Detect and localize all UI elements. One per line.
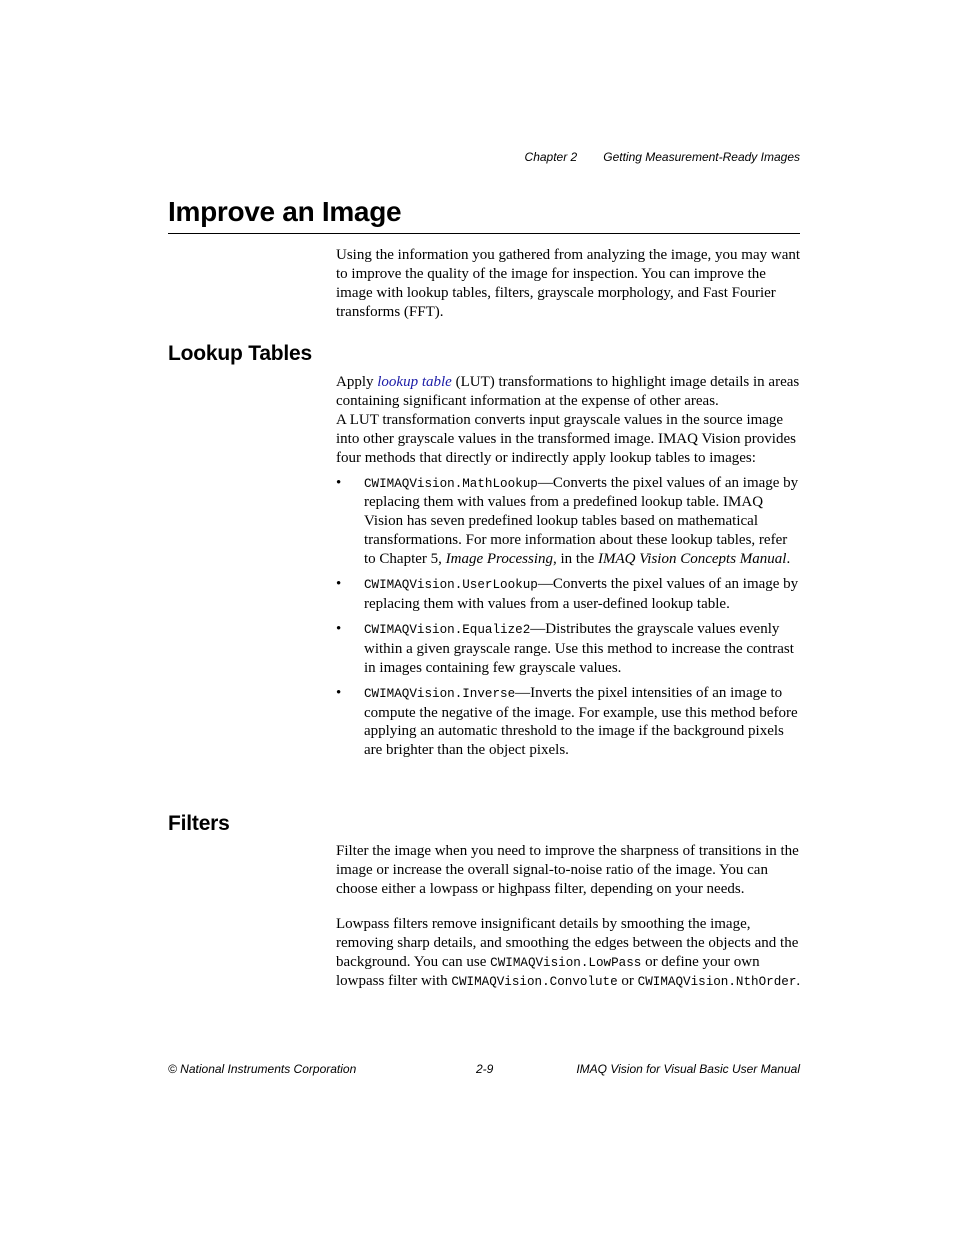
running-header <box>525 150 800 164</box>
filters-paragraph-2 <box>336 915 802 993</box>
code-inverse: CWIMAQVision.Inverse <box>364 686 516 701</box>
list-item <box>336 684 802 761</box>
intro-text: Using the information you gathered from analyzing the image, you may want to improve the quality of the image for inspection. You can improve the image with lookup tables, filters, grayscale morphology, and Fast Fourier transforms (FFT). <box>336 247 801 320</box>
item-text: —Inverts the pixel intensities of an image to compute the negative of the image. For example, use this method before applying an automatic threshold to the image if the background pixels are brighter than the object pixels. <box>364 684 798 759</box>
bullet-icon: • <box>336 620 342 637</box>
lookup-paragraph-2: A LUT transformation converts input grayscale values in the source image into other grayscale values in the transformed image. IMAQ Vision provides four methods that directly or indirectly apply lookup tables to images: <box>336 411 796 466</box>
item-italic: IMAQ Vision Concepts Manual <box>598 551 787 568</box>
bullet-icon: • <box>336 576 342 593</box>
footer-copyright: © National Instruments Corporation <box>168 1062 357 1076</box>
list-item <box>336 620 802 678</box>
lookup-tables-heading: Lookup Tables <box>168 342 313 365</box>
footer-page-number: 2-9 <box>476 1062 494 1076</box>
item-text: . <box>786 551 791 568</box>
filters-text: . <box>796 973 801 990</box>
filters-text: or <box>617 973 638 990</box>
code-lowpass: CWIMAQVision.LowPass <box>490 955 642 970</box>
footer-manual-title: IMAQ Vision for Visual Basic User Manual <box>576 1062 800 1076</box>
list-item <box>336 575 802 614</box>
lookup-paragraph-1 <box>336 373 802 411</box>
item-text: —Converts the pixel values of an image by replacing them with values from a predefined lookup table. IMAQ Vision has seven predefined lookup tables based on mathematical transformations. For more information about these lookup tables, refer to Chapter 5, <box>364 474 799 568</box>
filters-text: or define your own lowpass filter with <box>336 953 760 990</box>
item-text: —Converts the pixel values of an image by replacing them with values from a user-defined lookup table. <box>364 576 799 612</box>
chapter-title: Getting Measurement-Ready Images <box>603 150 800 164</box>
item-text: —Distributes the grayscale values evenly within a given grayscale range. Use this method to increase the contrast in images containing few grayscale values. <box>364 620 794 676</box>
bullet-icon: • <box>336 684 342 701</box>
lookup-methods-list <box>336 474 802 761</box>
item-text: , in the <box>553 551 598 568</box>
code-nthorder: CWIMAQVision.NthOrder <box>637 975 797 990</box>
lookup-table-link[interactable]: lookup table <box>377 374 452 390</box>
code-mathlookup: CWIMAQVision.MathLookup <box>364 476 538 491</box>
filters-paragraph-1: Filter the image when you need to improve the sharpness of transitions in the image or increase the overall signal-to-noise ratio of the image. You can choose either a lowpass or highpass filter, depending on your needs. <box>336 843 799 897</box>
code-convolute: CWIMAQVision.Convolute <box>451 975 618 990</box>
item-italic: Image Processing <box>445 551 553 568</box>
list-item <box>336 474 802 570</box>
bullet-icon: • <box>336 474 342 491</box>
lookup-p1-post: (LUT) transformations to highlight image details in areas containing significant information at the expense of other areas. <box>336 374 800 409</box>
code-equalize2: CWIMAQVision.Equalize2 <box>364 622 531 637</box>
section-title: Improve an Image <box>168 194 800 234</box>
intro-paragraph <box>336 246 802 322</box>
chapter-label: Chapter 2 <box>524 150 578 164</box>
lookup-p1-pre: Apply <box>336 374 378 390</box>
filters-text: Lowpass filters remove insignificant details by smoothing the image, removing sharp details, and smoothing the edges between the objects and the background. You can use <box>336 915 799 970</box>
filters-body <box>336 842 802 992</box>
code-userlookup: CWIMAQVision.UserLookup <box>364 578 538 593</box>
filters-heading: Filters <box>168 812 230 835</box>
lookup-tables-body <box>336 373 802 766</box>
